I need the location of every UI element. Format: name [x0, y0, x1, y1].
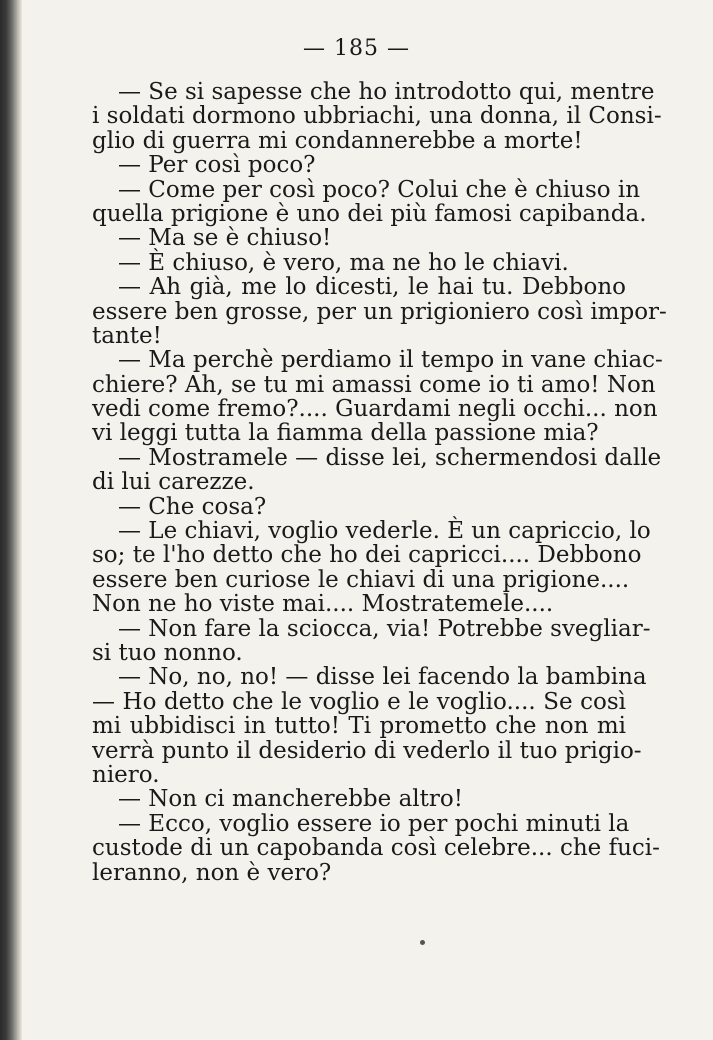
- text-line: — Se si sapesse che ho introdotto qui, mentre: [118, 79, 655, 105]
- text-line: — Ecco, voglio essere io per pochi minuti la: [118, 810, 630, 837]
- text-line: verrà punto il desiderio di vederlo il tuo prigio-: [92, 737, 642, 764]
- text-line: so; te l'ho detto che ho dei capricci.... Debbono: [92, 542, 642, 569]
- text-line: — Che cosa?: [118, 493, 267, 520]
- text-line: custode di un capobanda così celebre... che fuci-: [92, 835, 660, 862]
- text-line: — Ma perchè perdiamo il tempo in vane chiac-: [118, 347, 663, 374]
- page-number: — 185 —: [303, 36, 410, 61]
- text-line: mi ubbidisci in tutto! Ti prometto che non mi: [92, 713, 626, 740]
- text-line: Non ne ho viste mai.... Mostratemele....: [92, 591, 554, 618]
- text-line: vi leggi tutta la fiamma della passione mia?: [92, 420, 599, 447]
- text-line: — Ah già, me lo dicesti, le hai tu. Debbono: [118, 274, 626, 301]
- text-line: — Non fare la sciocca, via! Potrebbe svegliar-: [118, 615, 651, 642]
- text-line: glio di guerra mi condannerebbe a morte!: [92, 127, 583, 154]
- text-line: — Mostramele — disse lei, schermendosi dalle: [118, 444, 662, 471]
- text-line: — Per così poco?: [118, 152, 316, 179]
- text-line: essere ben curiose le chiavi di una prigione....: [92, 566, 630, 593]
- text-line: i soldati dormono ubbriachi, una donna, il Consi-: [92, 103, 662, 130]
- text-line: — Come per così poco? Colui che è chiuso in: [118, 176, 641, 203]
- text-line: — È chiuso, è vero, ma ne ho le chiavi.: [118, 249, 569, 276]
- text-line: niero.: [92, 761, 160, 788]
- text-line: si tuo nonno.: [92, 639, 243, 666]
- text-line: — Le chiavi, voglio vederle. È un capriccio, lo: [118, 518, 651, 545]
- text-line: tante!: [92, 322, 162, 349]
- text-line: quella prigione è uno dei più famosi capibanda.: [92, 200, 647, 227]
- text-line: chiere? Ah, se tu mi amassi come io ti amo! Non: [92, 371, 656, 398]
- ink-speck: [420, 940, 425, 945]
- text-line: leranno, non è vero?: [92, 859, 332, 886]
- text-line: di lui carezze.: [92, 469, 255, 496]
- text-line: — Ho detto che le voglio e le voglio.... Se così: [92, 688, 626, 715]
- text-line: essere ben grosse, per un prigioniero così impor-: [92, 298, 667, 325]
- page-text: [92, 79, 667, 886]
- book-spine-shadow: [0, 0, 22, 1040]
- text-line: — No, no, no! — disse lei facendo la bambina: [118, 664, 647, 691]
- text-line: vedi come fremo?.... Guardami negli occhi... non: [92, 396, 658, 423]
- text-line: — Non ci mancherebbe altro!: [118, 786, 463, 813]
- text-line: — Ma se è chiuso!: [118, 225, 332, 252]
